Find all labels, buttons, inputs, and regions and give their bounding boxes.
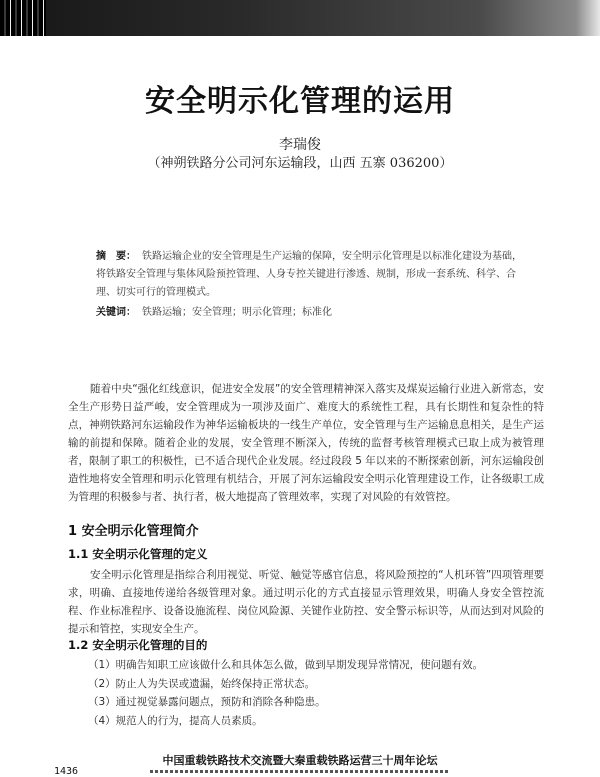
list-item: （4）规范人的行为，提高人员素质。 (88, 714, 263, 727)
subsection-heading-1-2: 1.2 安全明示化管理的目的 (68, 638, 208, 652)
list-item: （3）通过视觉暴露问题点，预防和消除各种隐患。 (88, 696, 326, 708)
definition-paragraph (68, 566, 544, 638)
author-affiliation: （神朔铁路分公司河东运输段，山西 五寨 036200） (147, 156, 453, 171)
intro-paragraph-text: 随着中央“强化红线意识，促进安全发展”的安全管理精神深入落实及煤炭运输行业进入新常态，安全生产形势日益严峻，安全管理成为一项涉及面广、难度大的系统性工程，具有长期性和复杂性的特点，神朔铁路河东运输段作为神华运输板块的一线生产单位，安全管理与生产运输息息相关，是生产运输的前提和保障。随着企业的发展，安全管理不断深入，传统的监督考核管理模式已取上成为被管理者，限制了职工的积极性，已不适合现代企业发展。经过段段 5 年以来的不断探索创新，河东运输段创造性地将安全管理和明示化管理有机结合，开展了河东运输段安全明示化管理建设工作，让各级职工成为管理的积极参与者、执行者，极大地提高了管理效率，实现了对风险的有效管控。 (68, 383, 544, 503)
abstract (96, 248, 526, 302)
intro-paragraph (68, 380, 544, 506)
section-heading-1: 1 安全明示化管理简介 (68, 524, 199, 539)
definition-paragraph-text: 安全明示化管理是指综合利用视觉、听觉、触觉等感官信息，将风险预控的“人机环管”四项管理要求，明确、直接地传递给各级管理对象。通过明示化的方式直接显示管理效果，明确人身安全管控流程、作业标准程序、设备设施流程、岗位风险源、关键作业防控、安全警示标识等，从而达到对风险的提示和管控，实现安全生产。 (68, 569, 544, 635)
subsection-heading-1-1: 1.1 安全明示化管理的定义 (68, 547, 208, 561)
abstract-text: 铁路运输企业的安全管理是生产运输的保障，安全明示化管理是以标准化建设为基础，将铁路安全管理与集体风险预控管理、人身专控关键进行渗透、规制，形成一套系统、科学、合理、切实可行的管理模式。 (96, 251, 522, 298)
scan-border-top (0, 0, 600, 36)
purpose-list (88, 656, 544, 730)
footer-english-line (150, 770, 450, 773)
abstract-label: 摘 要： (96, 251, 136, 262)
page-number: 1436 (54, 766, 79, 777)
keywords-text: 铁路运输；安全管理；明示化管理；标准化 (142, 307, 332, 318)
author-name: 李瑞俊 (279, 137, 321, 153)
scan-binding-edge (0, 0, 46, 36)
keywords-label: 关键词： (96, 307, 136, 318)
list-item: （2）防止人为失误或遗漏，始终保持正常状态。 (88, 677, 316, 690)
paper-title: 安全明示化管理的运用 (145, 84, 455, 119)
keywords (96, 304, 526, 322)
list-item: （1）明确告知职工应该做什么和具体怎么做，做到早期发现异常情况，使问题有效。 (88, 659, 484, 671)
conference-footer: 中国重载铁路技术交流暨大秦重载铁路运营三十周年论坛 (162, 754, 438, 767)
